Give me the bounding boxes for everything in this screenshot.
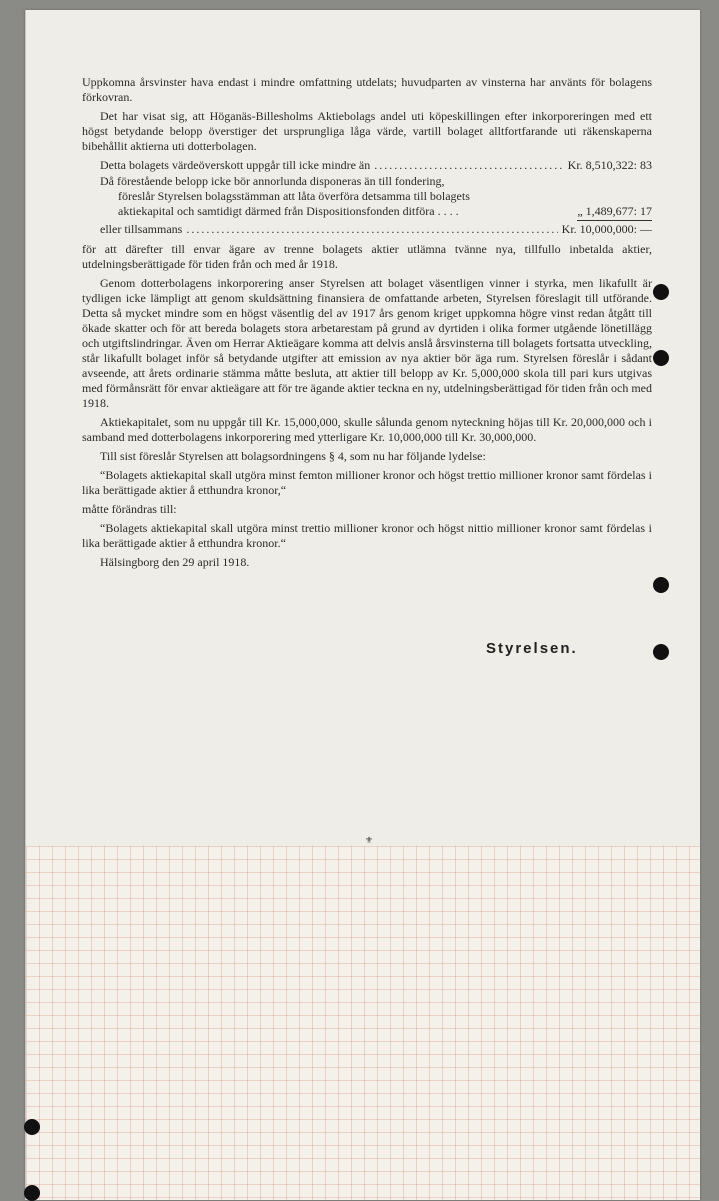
paragraph-2: Det har visat sig, att Höganäs-Billesholms Aktiebolags andel uti köpeskillingen efter inkorporeringen med ett högst betydande belopp överstiger det ursprungliga låga värde, vartill bolaget alltfortfarande uti räkenskaperna bibehållit aktierna uti dotterbolagen. <box>82 109 652 153</box>
punch-hole-6 <box>24 1185 40 1201</box>
calc-line-2a: Då förestående belopp icke bör annorlunda disponeras än till fondering, <box>100 174 445 188</box>
calc-line-2-amount: „ 1,489,677: 17 <box>577 204 652 221</box>
graph-paper-backing <box>26 846 700 1200</box>
paragraph-7: “Bolagets aktiekapital skall utgöra minst femton millioner kronor och högst trettio millioner kronor samt fördelas i lika berättigade aktier å etthundra kronor,“ <box>82 468 652 497</box>
punch-hole-1 <box>653 284 669 300</box>
calc-line-1 <box>82 158 652 173</box>
punch-hole-3 <box>653 577 669 593</box>
calc-line-2c <box>118 204 652 221</box>
paragraph-1: Uppkomna årsvinster hava endast i mindre omfattning utdelats; huvudparten av vinsterna har använts för bolagens förkovran. <box>82 75 652 104</box>
punch-hole-2 <box>653 350 669 366</box>
calc-line-3-label: eller tillsammans <box>100 222 183 236</box>
paragraph-3: för att därefter till envar ägare av trenne bolagets aktier utlämna tvänne nya, tillfullo inbetalda aktier, utdelningsberättigade för tiden från och med år 1918. <box>82 242 652 271</box>
calc-line-1-label: Detta bolagets värdeöverskott uppgår till icke mindre än <box>100 158 371 172</box>
calc-line-3-amount: Kr. 10,000,000: — <box>561 222 652 236</box>
signature: Styrelsen. <box>486 640 578 657</box>
paragraph-4: Genom dotterbolagens inkorporering anser Styrelsen att bolaget väsentligen vinner i styrka, men likafullt är tydligen icke lämpligt att genom skuldsättning finansiera de omfattande arbeten, Styrelsen föreslagit till utförande. Detta så mycket mindre som en högst väsentlig del av 1917 års genom kriget uppkomna högre vinst redan åtgått till ökade skatter och för att bereda bolagets stora arbetarestam på grund av dyrtiden i olika former utgående lönetillägg och utgiftslindringar. Även om Herrar Aktieägare komma att delvis anslå årsvinsterna till bolagets fortsatta utveckling, står likafullt bolaget inför så betydande utgifter att emission av nya aktier bör äga rum. Styrelsen föreslår i sådant avseende, att årets ordinarie stämma måtte besluta, att aktier till belopp av Kr. 5,000,000 skola till pari kurs utgivas med förmånsrätt för envar aktieägare att för tre ägande aktier teckna en ny, utdelningsberättigad för tiden från och med 1918. <box>82 276 652 410</box>
document-body <box>82 75 652 574</box>
calc-line-3 <box>82 222 652 237</box>
paragraph-9: “Bolagets aktiekapital skall utgöra minst trettio millioner kronor och högst nittio millioner kronor samt fördelas i lika berättigade aktier å etthundra kronor.“ <box>82 521 652 550</box>
calc-line-2b: föreslår Styrelsen bolagsstämman att låta överföra detsamma till bolagets <box>118 189 470 203</box>
punch-hole-4 <box>653 644 669 660</box>
calc-line-1-amount: Kr. 8,510,322: 83 <box>567 158 652 172</box>
paragraph-10: Hälsingborg den 29 april 1918. <box>100 555 250 569</box>
paragraph-5: Aktiekapitalet, som nu uppgår till Kr. 15,000,000, skulle sålunda genom nyteckning höjas till Kr. 20,000,000 och i samband med dotterbolagens inkorporering med ytterligare Kr. 10,000,000 till Kr. 30,000,000. <box>82 415 652 444</box>
calc-line-2c-label: aktiekapital och samtidigt därmed från Dispositionsfonden ditföra . . . . <box>118 204 459 218</box>
document-page <box>25 10 700 1200</box>
paragraph-6: Till sist föreslår Styrelsen att bolagsordningens § 4, som nu har följande lydelse: <box>100 449 486 463</box>
punch-hole-5 <box>24 1119 40 1135</box>
printer-emblem-icon: ⚜ <box>364 835 374 845</box>
paragraph-8: måtte förändras till: <box>82 502 177 516</box>
